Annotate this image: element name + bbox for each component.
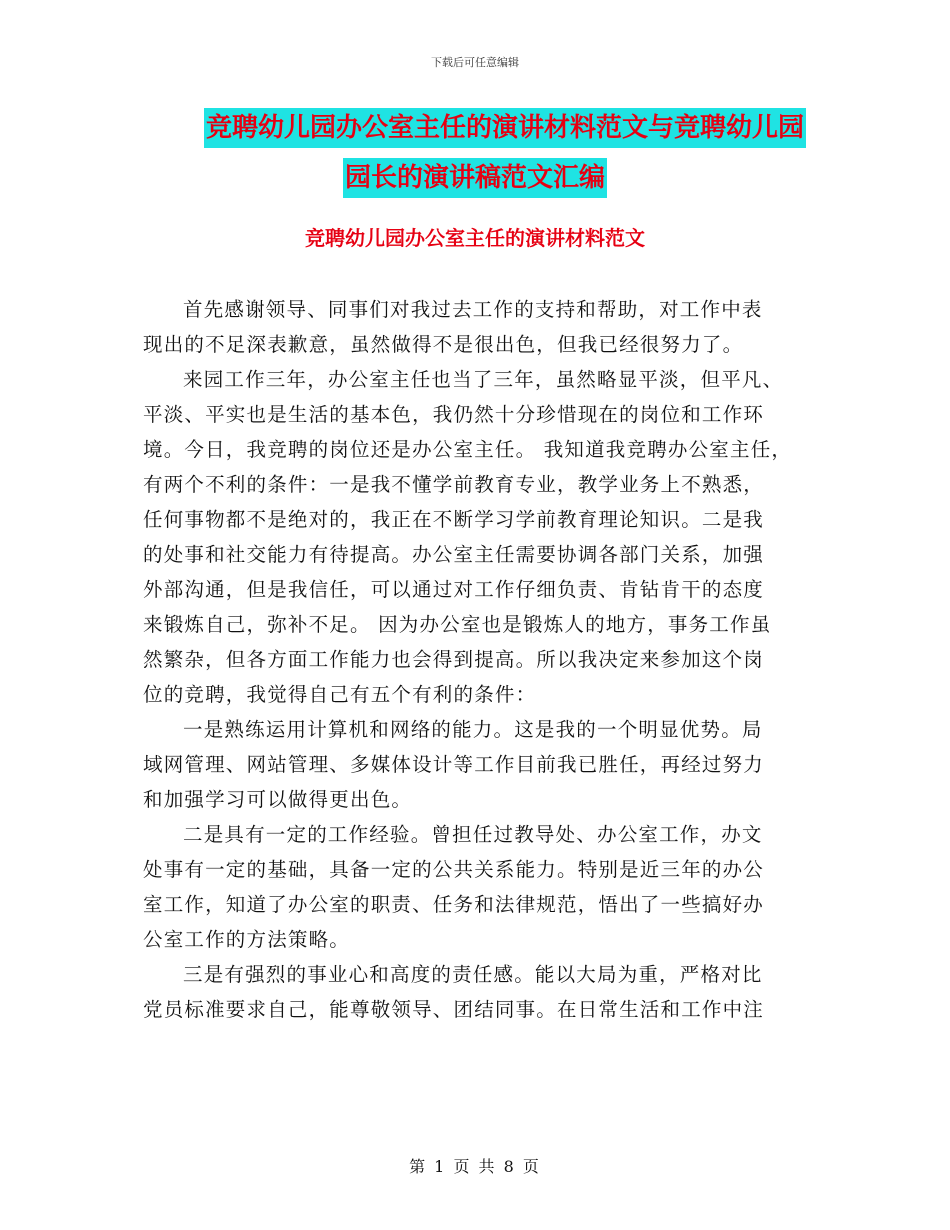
body-line: 位的竞聘，我觉得自己有五个有利的条件： <box>143 683 537 706</box>
body-line: 然繁杂，但各方面工作能力也会得到提高。所以我决定来参加这个岗 <box>143 648 765 671</box>
body-line: 有两个不利的条件：一是我不懂学前教育专业，教学业务上不熟悉， <box>143 473 765 496</box>
body-line: 公室工作的方法策略。 <box>143 928 351 951</box>
body-line: 平淡、平实也是生活的基本色，我仍然十分珍惜现在的岗位和工作环 <box>143 403 765 426</box>
body-line: 处事有一定的基础，具备一定的公共关系能力。特别是近三年的办公 <box>143 858 765 881</box>
body-line: 现出的不足深表歉意，虽然做得不是很出色，但我已经很努力了。 <box>143 333 744 356</box>
body-text <box>143 292 811 1027</box>
section-title: 竞聘幼儿园办公室主任的演讲材料范文 <box>305 226 645 250</box>
body-line: 室工作，知道了办公室的职责、任务和法律规范，悟出了一些搞好办 <box>143 893 765 916</box>
body-line: 任何事物都不是绝对的，我正在不断学习学前教育理论知识。二是我 <box>143 508 765 531</box>
body-line: 三是有强烈的事业心和高度的责任感。能以大局为重，严格对比 <box>183 963 763 986</box>
title-line-1: 竞聘幼儿园办公室主任的演讲材料范文与竞聘幼儿园 <box>204 108 806 148</box>
title-line-2: 园长的演讲稿范文汇编 <box>343 158 607 198</box>
document-title <box>0 108 950 208</box>
body-line: 外部沟通，但是我信任，可以通过对工作仔细负责、肯钻肯干的态度 <box>143 578 765 601</box>
body-line: 来园工作三年，办公室主任也当了三年，虽然略显平淡，但平凡、 <box>183 368 784 391</box>
body-line: 来锻炼自己，弥补不足。 因为办公室也是锻炼人的地方，事务工作虽 <box>143 613 772 636</box>
body-line: 的处事和社交能力有待提高。办公室主任需要协调各部门关系，加强 <box>143 543 765 566</box>
header-note: 下载后可任意编辑 <box>431 56 519 69</box>
body-line: 首先感谢领导、同事们对我过去工作的支持和帮助，对工作中表 <box>183 298 763 321</box>
body-line: 二是具有一定的工作经验。曾担任过教导处、办公室工作，办文 <box>183 823 763 846</box>
body-line: 一是熟练运用计算机和网络的能力。这是我的一个明显优势。局 <box>183 718 763 741</box>
body-line: 境。今日，我竞聘的岗位还是办公室主任。 我知道我竞聘办公室主任， <box>143 438 793 461</box>
body-line: 和加强学习可以做得更出色。 <box>143 788 413 811</box>
body-line: 域网管理、网站管理、多媒体设计等工作目前我已胜任，再经过努力 <box>143 753 765 776</box>
page-number-footer: 第 1 页 共 8 页 <box>409 1157 541 1176</box>
body-line: 党员标准要求自己，能尊敬领导、团结同事。在日常生活和工作中注 <box>143 998 765 1021</box>
